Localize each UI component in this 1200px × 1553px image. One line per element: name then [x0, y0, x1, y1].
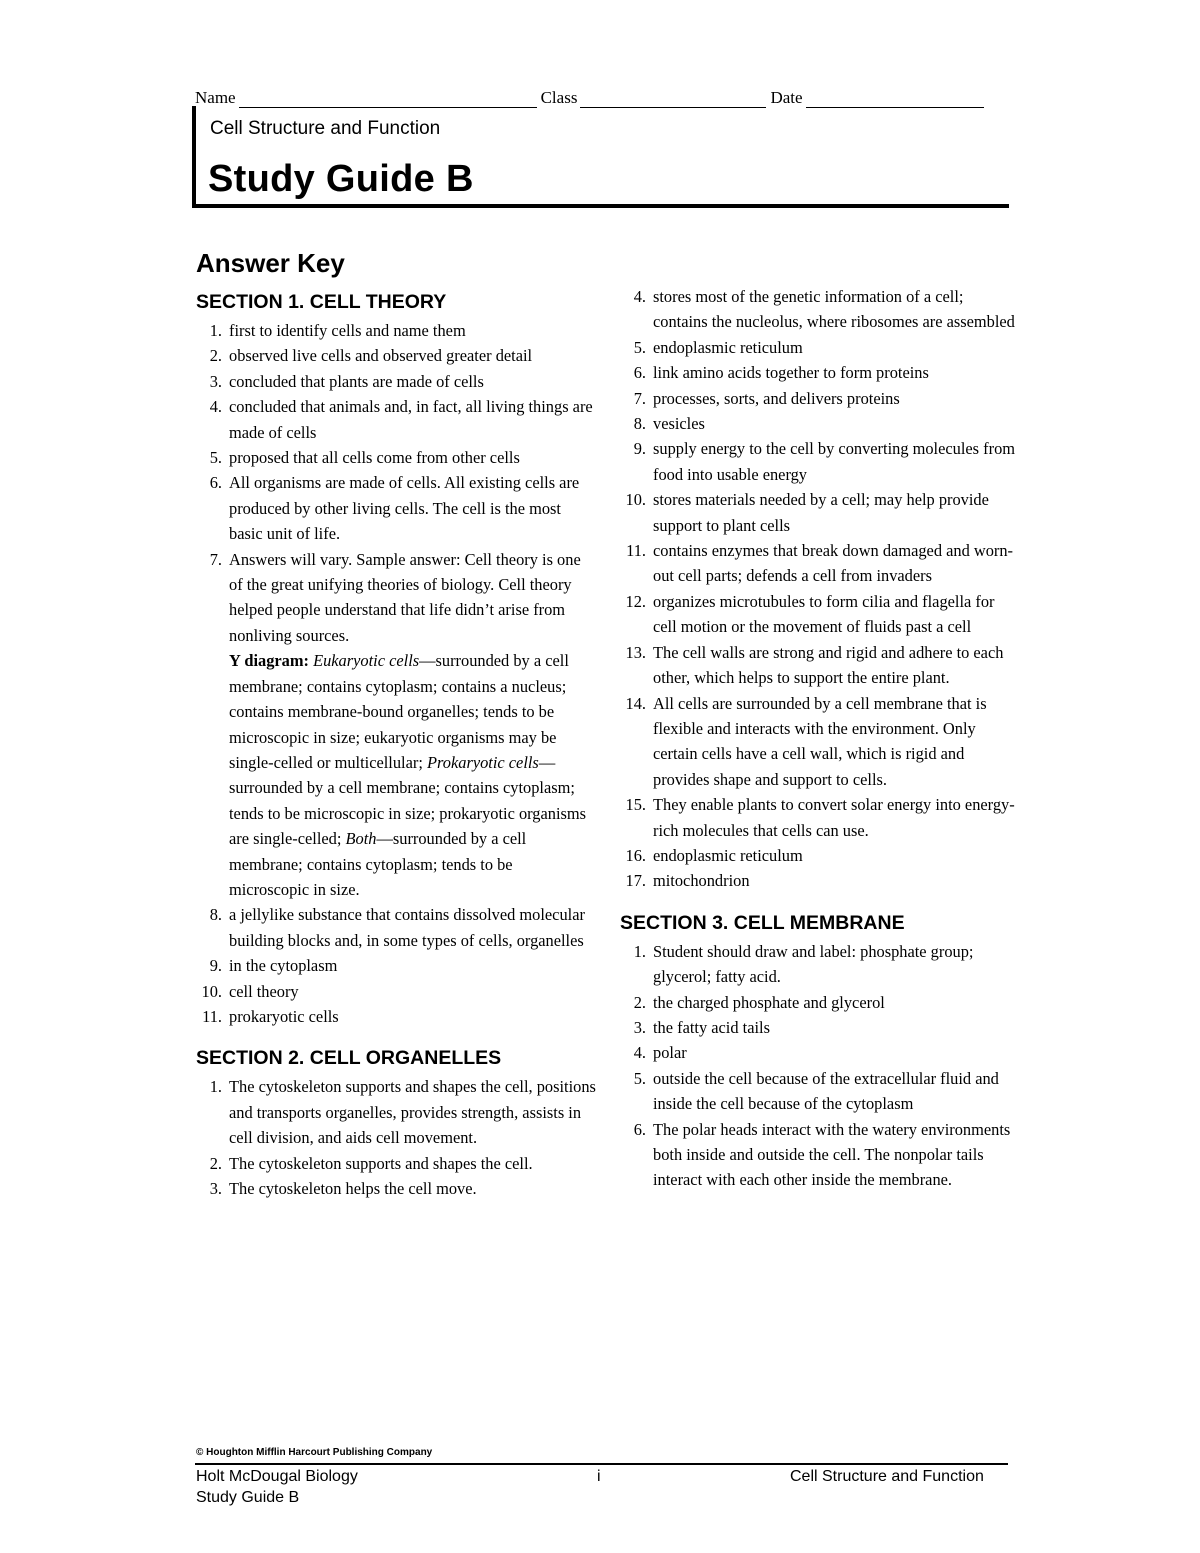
list-item: 8. vesicles: [633, 414, 705, 434]
list-item: 3. The cytoskeleton helps the cell move.: [209, 1179, 477, 1198]
both-term: Both: [345, 829, 377, 849]
name-class-date-line: [195, 84, 1000, 108]
list-item: 7. processes, sorts, and delivers proteins: [633, 388, 900, 408]
list-item: 6. The polar heads interact with the watery environments both inside and outside the cell. The nonpolar tails interact with each other inside the membrane.: [633, 1119, 1011, 1190]
list-item: 5. outside the cell because of the extracellular fluid and inside the cell because of the cytoplasm: [633, 1068, 999, 1114]
list-item: 3. the fatty acid tails: [633, 1017, 770, 1037]
list-item: 3. concluded that plants are made of cells: [209, 371, 484, 391]
name-label: Name: [195, 88, 236, 107]
footer-chapter-title: Cell Structure and Function: [790, 1468, 984, 1485]
footer-book-title: Holt McDougal Biology: [196, 1468, 358, 1485]
list-item: 16. endoplasmic reticulum: [625, 845, 803, 865]
list-item: 15. They enable plants to convert solar energy into energy-rich molecules that cells can use.: [625, 795, 1015, 840]
eukaryotic-term: Eukaryotic cells: [313, 651, 420, 671]
footer-guide-title: Study Guide B: [196, 1489, 300, 1506]
title-block: [192, 106, 1009, 208]
answer-key-heading: Answer Key: [196, 248, 345, 278]
list-item: 9. supply energy to the cell by converting molecules from food into usable energy: [633, 439, 1016, 484]
section2-list-part1: [196, 1074, 596, 1201]
section3-list: [620, 939, 1020, 1193]
list-item: 10. stores materials needed by a cell; may help provide support to plant cells: [625, 490, 989, 535]
list-item: 6. All organisms are made of cells. All existing cells are produced by other living cells. The cell is the most basic unit of life.: [209, 473, 580, 544]
list-item: 2. The cytoskeleton supports and shapes the cell.: [209, 1153, 533, 1173]
list-item: 1. Student should draw and label: phosphate group; glycerol; fatty acid.: [633, 941, 974, 987]
list-item: 4. polar: [633, 1043, 687, 1063]
list-item: 10. cell theory: [201, 981, 299, 1001]
section1-heading: SECTION 1. CELL THEORY: [196, 291, 447, 313]
list-item: 17. mitochondrion: [625, 871, 750, 891]
list-item: 5. proposed that all cells come from other cells: [209, 448, 520, 468]
section1-list: [196, 318, 596, 1029]
page-title: Study Guide B: [208, 158, 474, 200]
list-item: 7. Answers will vary. Sample answer: Cell theory is one of the great unifying theories of biology. Cell theory helped people understand that life didn’t arise from nonliving sources.: [209, 549, 581, 645]
section2-list-part2: [620, 284, 1020, 894]
list-item: 9. in the cytoplasm: [209, 956, 338, 976]
list-item: 14. All cells are surrounded by a cell membrane that is flexible and interacts with the environment. Only certain cells have a cell wall, which is rigid and provides shape and support to cells.: [625, 693, 987, 789]
list-item: 12. organizes microtubules to form cilia and flagella for cell motion or the movement of fluids past a cell: [625, 591, 995, 637]
left-column: [196, 248, 596, 1201]
right-column: [620, 284, 1020, 1193]
prokaryotic-term: Prokaryotic cells: [427, 752, 539, 772]
list-item: 13. The cell walls are strong and rigid and adhere to each other, which helps to support the entire plant.: [625, 642, 1004, 688]
y-diagram-answer: Y diagram: Eukaryotic cells—surrounded by a cell membrane; contains cytoplasm; contains a nucleus; contains membrane-bound organelles; tends to be microscopic in size; eukaryotic organisms may be single-celled or multicellular; Prokaryotic cells—surrounded by a cell membrane; contains cytoplasm; tends to be microscopic in size; prokaryotic organisms are single-celled; Both—surrounded by a cell membrane; contains cytoplasm; tends to be microscopic in size.: [229, 651, 587, 899]
y-diagram-label: Y diagram:: [229, 651, 309, 671]
list-item: 2. the charged phosphate and glycerol: [633, 992, 885, 1012]
list-item: 2. observed live cells and observed greater detail: [209, 346, 533, 366]
list-item: 11. prokaryotic cells: [202, 1006, 339, 1026]
page-number: i: [597, 1468, 601, 1485]
list-item: 4. concluded that animals and, in fact, all living things are made of cells: [209, 397, 593, 442]
list-item: 11. contains enzymes that break down damaged and worn-out cell parts; defends a cell from invaders: [626, 541, 1014, 586]
list-item: 1. The cytoskeleton supports and shapes the cell, positions and transports organelles, provides strength, assists in cell division, and aids cell movement.: [209, 1077, 596, 1148]
chapter-subtitle: Cell Structure and Function: [210, 118, 441, 139]
footer-divider: [195, 1463, 1008, 1465]
list-item: 1. first to identify cells and name them: [209, 321, 466, 340]
class-label: Class: [540, 88, 578, 107]
copyright-notice: © Houghton Mifflin Harcourt Publishing Company: [196, 1447, 433, 1458]
section3-heading: SECTION 3. CELL MEMBRANE: [620, 911, 905, 934]
date-label: Date: [770, 88, 803, 107]
list-item: 8. a jellylike substance that contains dissolved molecular building blocks and, in some types of cells, organelles: [209, 905, 585, 950]
section2-heading: SECTION 2. CELL ORGANELLES: [196, 1047, 502, 1070]
list-item: 5. endoplasmic reticulum: [633, 337, 803, 357]
list-item: 6. link amino acids together to form proteins: [633, 363, 929, 383]
list-item: 4. stores most of the genetic information of a cell; contains the nucleolus, where ribosomes are assembled: [633, 287, 1015, 332]
